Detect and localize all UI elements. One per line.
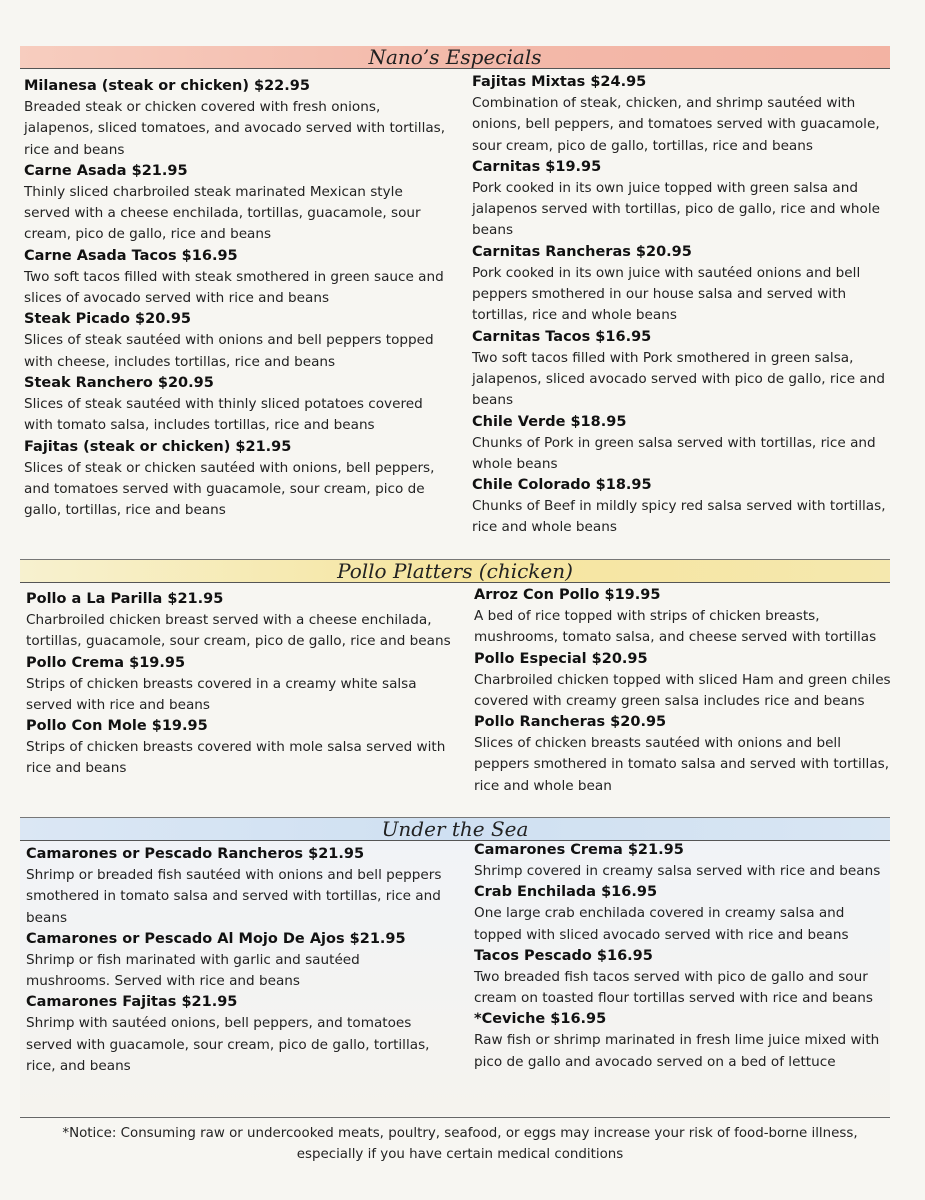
menu-item-name: Milanesa (steak or chicken) $22.95 xyxy=(24,78,310,94)
menu-item-name: Arroz Con Pollo $19.95 xyxy=(474,587,661,603)
menu-item-name: Chile Verde $18.95 xyxy=(472,413,627,430)
menu-item-name: Carne Asada Tacos $16.95 xyxy=(24,247,238,264)
menu-item-name: Camarones Crema $21.95 xyxy=(474,842,684,858)
menu-item-name: *Ceviche $16.95 xyxy=(474,1011,607,1028)
menu-item xyxy=(474,1009,894,1073)
menu-item-description: Shrimp with sautéed onions, bell peppers, and tomatoes served with guacamole, sour cream, pico de gallo, tortillas, rice, and beans xyxy=(26,1015,430,1075)
menu-item-description: Charbroiled chicken topped with sliced Ham and green chiles covered with creamy green salsa includes rice and beans xyxy=(474,671,891,709)
menu-item xyxy=(24,309,449,373)
menu-item-name: Fajitas Mixtas $24.95 xyxy=(472,74,647,90)
menu-item xyxy=(472,475,897,539)
section-header-sea: Under the Sea xyxy=(20,817,890,841)
menu-item xyxy=(472,72,897,157)
menu-item-description: Slices of steak sautéed with onions and bell peppers topped with cheese, includes tortillas, rice and beans xyxy=(24,332,434,370)
menu-item xyxy=(24,76,449,161)
menu-item-name: Steak Ranchero $20.95 xyxy=(24,374,214,391)
menu-item xyxy=(24,161,449,246)
health-notice: *Notice: Consuming raw or undercooked meats, poultry, seafood, or eggs may increase your risk of food-borne illness, especially if you have certain medical conditions xyxy=(62,1126,858,1162)
menu-item xyxy=(24,437,449,522)
menu-item-description: Chunks of Pork in green salsa served with tortillas, rice and whole beans xyxy=(472,434,876,472)
menu-item-description: Combination of steak, chicken, and shrimp sautéed with onions, bell peppers, and tomatoes served with guacamole, sour cream, pico de gallo, tortillas, rice and beans xyxy=(472,95,880,154)
footer-divider xyxy=(20,1117,890,1118)
menu-item xyxy=(26,992,446,1077)
menu-item-name: Carnitas Tacos $16.95 xyxy=(472,328,652,345)
especiales-left-column xyxy=(24,76,449,521)
menu-item-name: Pollo Especial $20.95 xyxy=(474,650,648,667)
menu-item-description: Slices of chicken breasts sautéed with onions and bell peppers smothered in tomato salsa and served with tortillas, rice and whole bean xyxy=(474,735,890,794)
section-header-pollo: Pollo Platters (chicken) xyxy=(20,559,890,583)
menu-item-description: Chunks of Beef in mildly spicy red salsa served with tortillas, rice and whole beans xyxy=(472,498,886,536)
menu-item-name: Carnitas Rancheras $20.95 xyxy=(472,243,692,260)
section-header-especiales: Nano’s Especials xyxy=(20,46,890,69)
menu-item-name: Tacos Pescado $16.95 xyxy=(474,947,653,964)
menu-item-description: Breaded steak or chicken covered with fresh onions, jalapenos, sliced tomatoes, and avocado served with tortillas, rice and beans xyxy=(24,99,446,158)
menu-item-description: Pork cooked in its own juice topped with green salsa and jalapenos served with tortillas, pico de gallo, rice and whole beans xyxy=(472,179,880,239)
menu-item xyxy=(472,242,897,327)
menu-item-name: Camarones or Pescado Al Mojo De Ajos $21.95 xyxy=(26,930,406,947)
menu-item xyxy=(24,246,449,310)
menu-item-name: Carnitas $19.95 xyxy=(472,158,602,175)
menu-item-description: A bed of rice topped with strips of chicken breasts, mushrooms, tomato salsa, and cheese served with tortillas xyxy=(474,608,877,646)
menu-item xyxy=(474,840,894,882)
menu-item-name: Pollo a La Parilla $21.95 xyxy=(26,591,224,607)
menu-item-description: Pork cooked in its own juice with sautéed onions and bell peppers smothered in our house salsa and served with tortillas, rice and whole beans xyxy=(472,264,861,324)
menu-item xyxy=(26,929,446,993)
menu-item-description: One large crab enchilada covered in creamy salsa and topped with sliced avocado served with rice and beans xyxy=(474,905,849,943)
menu-item-description: Two soft tacos filled with Pork smothered in green salsa, jalapenos, sliced avocado served with pico de gallo, rice and beans xyxy=(472,349,886,409)
menu-item xyxy=(472,327,897,412)
menu-item xyxy=(26,653,456,717)
menu-item-description: Charbroiled chicken breast served with a cheese enchilada, tortillas, guacamole, sour cream, pico de gallo, rice and beans xyxy=(26,612,451,650)
menu-item-name: Steak Picado $20.95 xyxy=(24,311,192,328)
pollo-left-column xyxy=(26,589,456,780)
sea-left-column xyxy=(26,844,446,1077)
menu-item xyxy=(474,882,894,946)
menu-item-description: Two soft tacos filled with steak smothered in green sauce and slices of avocado served with rice and beans xyxy=(24,268,444,307)
menu-item-name: Pollo Con Mole $19.95 xyxy=(26,718,208,735)
menu-item-description: Slices of steak sautéed with thinly sliced potatoes covered with tomato salsa, includes tortillas, rice and beans xyxy=(24,395,423,434)
menu-item xyxy=(474,712,899,797)
especiales-right-column xyxy=(472,72,897,539)
menu-item-description: Shrimp covered in creamy salsa served with rice and beans xyxy=(474,863,881,879)
menu-item-name: Camarones or Pescado Rancheros $21.95 xyxy=(26,846,365,862)
pollo-right-column xyxy=(474,585,899,797)
menu-item-description: Shrimp or breaded fish sautéed with onions and bell peppers smothered in tomato salsa and served with tortillas, rice and beans xyxy=(26,867,442,926)
menu-item-description: Thinly sliced charbroiled steak marinated Mexican style served with a cheese enchilada, tortillas, guacamole, sour cream, pico de gallo, rice and beans xyxy=(24,183,421,243)
menu-item-name: Pollo Rancheras $20.95 xyxy=(474,714,667,731)
menu-item-description: Shrimp or fish marinated with garlic and sautéed mushrooms. Served with rice and beans xyxy=(26,951,360,990)
sea-right-column xyxy=(474,840,894,1073)
menu-item xyxy=(474,585,899,649)
menu-item-description: Strips of chicken breasts covered with mole salsa served with rice and beans xyxy=(26,739,446,777)
menu-item xyxy=(26,844,446,929)
menu-item xyxy=(26,589,456,653)
menu-item xyxy=(474,649,899,713)
menu-item-description: Slices of steak or chicken sautéed with onions, bell peppers, and tomatoes served with guacamole, sour cream, pico de gallo, tortillas, rice and beans xyxy=(24,459,435,519)
menu-item xyxy=(472,157,897,242)
menu-item-name: Camarones Fajitas $21.95 xyxy=(26,994,238,1011)
menu-item xyxy=(474,946,894,1010)
menu-item-name: Chile Colorado $18.95 xyxy=(472,477,652,494)
menu-item-description: Strips of chicken breasts covered in a creamy white salsa served with rice and beans xyxy=(26,675,417,713)
menu-item-name: Carne Asada $21.95 xyxy=(24,162,188,179)
menu-item xyxy=(24,373,449,437)
menu-item-name: Crab Enchilada $16.95 xyxy=(474,884,658,901)
menu-item-name: Fajitas (steak or chicken) $21.95 xyxy=(24,438,292,455)
menu-item-name: Pollo Crema $19.95 xyxy=(26,654,186,671)
menu-item xyxy=(472,412,897,476)
menu-item-description: Two breaded fish tacos served with pico de gallo and sour cream on toasted flour tortillas served with rice and beans xyxy=(474,968,874,1007)
menu-item-description: Raw fish or shrimp marinated in fresh lime juice mixed with pico de gallo and avocado served on a bed of lettuce xyxy=(474,1032,880,1070)
menu-item xyxy=(26,716,456,780)
